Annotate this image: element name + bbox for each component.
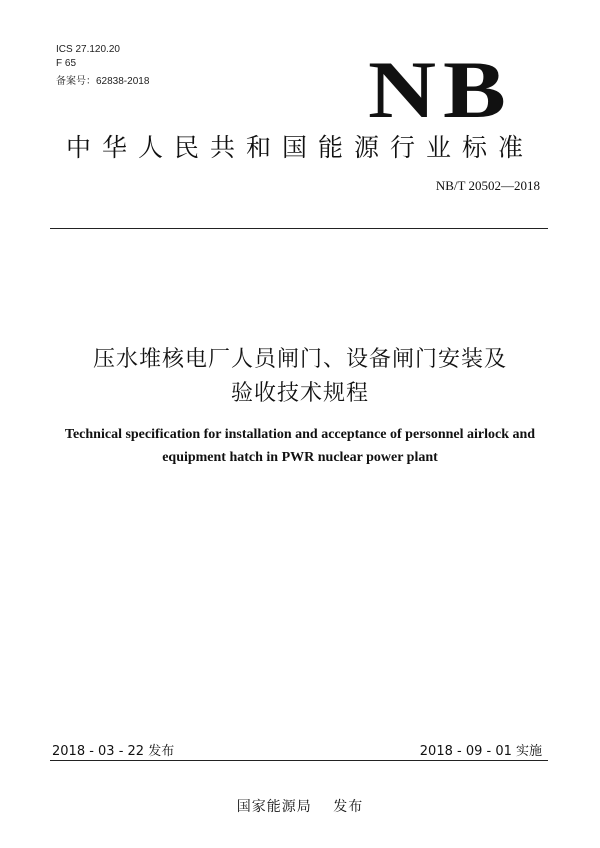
record-number: 备案号：62838-2018 [56, 76, 150, 87]
standard-number: NB/T 20502—2018 [435, 178, 540, 193]
english-title-line-2: equipment hatch in PWR nuclear power plant [162, 450, 438, 465]
english-title-line-1: Technical specification for installation and acceptance of personnel airlock and [64, 427, 536, 442]
ics-code: ICS 27.120.20 [56, 44, 120, 55]
issue-date: 2018 - 03 - 22 发布 [52, 744, 175, 759]
chinese-title-line-2: 验收技术规程 [230, 381, 369, 406]
publisher: 国家能源局 发布 [236, 799, 364, 815]
implementation-date: 2018 - 09 - 01 实施 [419, 744, 542, 759]
bottom-divider [50, 760, 548, 761]
top-divider [50, 228, 548, 229]
chinese-title-line-1: 压水堆核电厂人员闸门、设备闸门安装及 [92, 347, 507, 372]
industry-standard-heading: 中华人民共和国能源行业标准 [65, 133, 534, 162]
ccs-code: F 65 [56, 58, 77, 69]
nb-logo: NB [368, 44, 513, 135]
